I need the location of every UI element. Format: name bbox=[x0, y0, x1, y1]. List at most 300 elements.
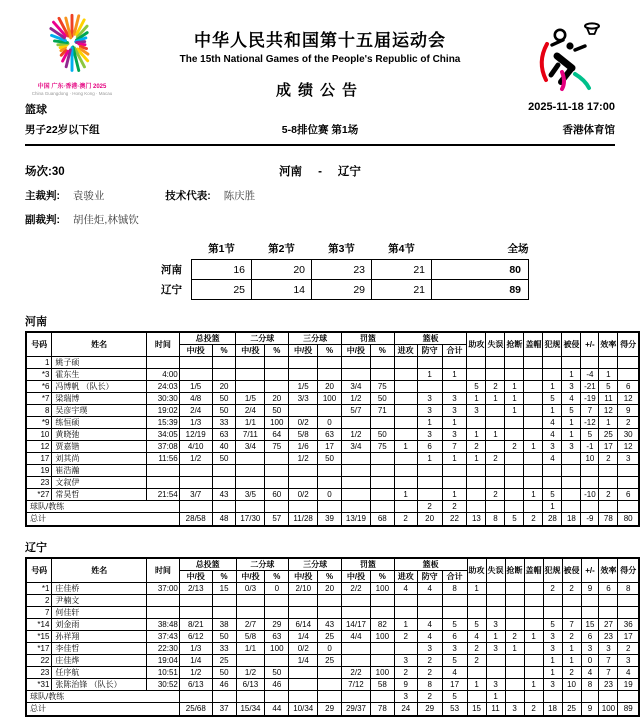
cell: 30:52 bbox=[147, 679, 180, 691]
cell bbox=[524, 405, 543, 417]
cell: *6 bbox=[26, 381, 52, 393]
referee-line-1 bbox=[0, 188, 640, 203]
cell bbox=[467, 595, 486, 607]
cell bbox=[417, 465, 442, 477]
cell: 2 bbox=[562, 631, 581, 643]
cell bbox=[417, 477, 442, 489]
cell: 3 bbox=[486, 679, 505, 691]
cell: 39 bbox=[318, 513, 342, 527]
cell: 2 bbox=[505, 441, 524, 453]
cell bbox=[486, 595, 505, 607]
cell bbox=[370, 595, 394, 607]
cell: 17 bbox=[599, 441, 618, 453]
cell: 24 bbox=[394, 703, 417, 717]
cell: -1 bbox=[581, 441, 599, 453]
cell bbox=[236, 607, 265, 619]
cell bbox=[442, 357, 467, 369]
cell: 尹楠文 bbox=[52, 595, 147, 607]
cell: 18 bbox=[562, 513, 581, 527]
cell: 46 bbox=[212, 679, 236, 691]
games-logo bbox=[18, 10, 126, 101]
cell: 5 bbox=[543, 489, 562, 501]
cell: 1/2 bbox=[236, 667, 265, 679]
cell bbox=[394, 643, 417, 655]
cell: 11:56 bbox=[146, 453, 179, 465]
cell: 3/4 bbox=[341, 441, 370, 453]
cell bbox=[341, 417, 370, 429]
cell: 庄佳桥 bbox=[52, 583, 147, 595]
cell bbox=[318, 607, 342, 619]
cell: 5 bbox=[442, 619, 467, 631]
player-row bbox=[26, 643, 639, 655]
cell: 9 bbox=[581, 703, 599, 717]
cell bbox=[370, 357, 394, 369]
cell: 29 bbox=[265, 619, 289, 631]
cell bbox=[562, 691, 581, 703]
cell: 张陈治锋 （队长） bbox=[52, 679, 147, 691]
cell: 4 bbox=[618, 667, 639, 679]
cell: 20 bbox=[265, 393, 289, 405]
cell: 7 bbox=[581, 405, 599, 417]
cell bbox=[146, 477, 179, 489]
cell: 0 bbox=[581, 655, 599, 667]
cell bbox=[618, 691, 639, 703]
col-rebounds: 篮板 bbox=[394, 332, 467, 345]
cell bbox=[265, 691, 289, 703]
cell: 6 bbox=[618, 381, 639, 393]
cell bbox=[486, 357, 505, 369]
cell bbox=[318, 595, 342, 607]
cell: *1 bbox=[26, 583, 52, 595]
cell bbox=[618, 477, 639, 489]
cell: 0/2 bbox=[289, 417, 318, 429]
cell bbox=[179, 607, 212, 619]
cell: 3 bbox=[417, 643, 442, 655]
player-row bbox=[26, 393, 639, 405]
cell bbox=[486, 405, 505, 417]
col-fg: 总投篮 bbox=[179, 332, 236, 345]
cell: 3 bbox=[442, 429, 467, 441]
cell: 1 bbox=[486, 691, 505, 703]
cell: 5 bbox=[442, 655, 467, 667]
cell: 8 bbox=[417, 679, 442, 691]
cell: 0/2 bbox=[289, 489, 318, 501]
player-row bbox=[26, 679, 639, 691]
cell: 7 bbox=[442, 441, 467, 453]
q1-header: 第1节 bbox=[208, 243, 235, 255]
cell: 冯博帆 （队长） bbox=[52, 381, 147, 393]
cell: 9 bbox=[581, 583, 599, 595]
cell bbox=[505, 453, 524, 465]
cell bbox=[524, 369, 543, 381]
cell: 庄佳烨 bbox=[52, 655, 147, 667]
cell: 李佳哲 bbox=[52, 643, 147, 655]
total-header: 全场 bbox=[507, 243, 529, 255]
cell bbox=[394, 405, 417, 417]
cell: 10/34 bbox=[289, 703, 318, 717]
cell bbox=[505, 477, 524, 489]
team-coach-row bbox=[26, 501, 639, 513]
cell bbox=[341, 477, 370, 489]
cell bbox=[486, 583, 505, 595]
cell bbox=[524, 477, 543, 489]
player-row bbox=[26, 607, 639, 619]
cell: 1 bbox=[543, 667, 562, 679]
cell bbox=[289, 405, 318, 417]
cell bbox=[618, 465, 639, 477]
cell bbox=[394, 477, 417, 489]
cell: 0/2 bbox=[289, 643, 318, 655]
cell bbox=[370, 501, 394, 513]
cell: 19 bbox=[618, 679, 639, 691]
matchup bbox=[237, 163, 402, 179]
cell bbox=[599, 501, 618, 513]
cell: 50 bbox=[212, 405, 236, 417]
cell: 4 bbox=[467, 631, 486, 643]
deputy-referee-label: 副裁判: bbox=[25, 214, 60, 226]
cell: 8 bbox=[442, 583, 467, 595]
cell: 29 bbox=[417, 703, 442, 717]
cell bbox=[236, 453, 265, 465]
cell: 15 bbox=[212, 583, 236, 595]
cell bbox=[505, 465, 524, 477]
liaoning-box-table bbox=[25, 557, 640, 717]
cell bbox=[370, 453, 394, 465]
cell: 1 bbox=[442, 489, 467, 501]
cell bbox=[505, 619, 524, 631]
cell: 6 bbox=[599, 583, 618, 595]
cell: 8 bbox=[486, 513, 505, 527]
cell: 3 bbox=[417, 393, 442, 405]
cell bbox=[147, 607, 180, 619]
cell: 63 bbox=[265, 631, 289, 643]
cell bbox=[342, 607, 371, 619]
cell: 3 bbox=[543, 679, 562, 691]
cell: 4 bbox=[394, 583, 417, 595]
cell: 3 bbox=[543, 631, 562, 643]
cell bbox=[486, 417, 505, 429]
cell bbox=[562, 453, 581, 465]
cell: 1 bbox=[524, 441, 543, 453]
cell: 15 bbox=[467, 703, 486, 717]
box-header-row-1 bbox=[26, 332, 639, 345]
cell: 1 bbox=[562, 429, 581, 441]
cell: 1 bbox=[442, 453, 467, 465]
cell: 75 bbox=[370, 381, 394, 393]
cell: 1 bbox=[467, 679, 486, 691]
away-team-name: 辽宁 bbox=[337, 166, 361, 178]
cell bbox=[467, 691, 486, 703]
cell: 64 bbox=[265, 429, 289, 441]
cell: 23 bbox=[599, 679, 618, 691]
col-2pt: 二分球 bbox=[236, 332, 289, 345]
quarter-header-row bbox=[135, 241, 529, 260]
cell: 1 bbox=[467, 453, 486, 465]
player-row bbox=[26, 595, 639, 607]
cell bbox=[265, 501, 289, 513]
cell bbox=[179, 595, 212, 607]
chief-referee-name: 袁骏业 bbox=[72, 190, 105, 202]
cell: 4 bbox=[581, 667, 599, 679]
cell: 12/19 bbox=[179, 429, 212, 441]
cell: 17 bbox=[618, 631, 639, 643]
cell bbox=[341, 453, 370, 465]
cell bbox=[486, 667, 505, 679]
cell bbox=[467, 477, 486, 489]
cell: 1 bbox=[486, 393, 505, 405]
cell bbox=[212, 691, 236, 703]
cell bbox=[442, 595, 467, 607]
cell: 3/4 bbox=[236, 441, 265, 453]
cell: 0 bbox=[318, 643, 342, 655]
col-assists: 助攻 bbox=[467, 332, 486, 357]
cell bbox=[289, 595, 318, 607]
cell: 1/3 bbox=[179, 643, 212, 655]
cell: 14 bbox=[252, 280, 312, 300]
cell bbox=[370, 643, 394, 655]
cell bbox=[289, 369, 318, 381]
cell: 20 bbox=[252, 260, 312, 280]
cell bbox=[467, 607, 486, 619]
cell bbox=[618, 501, 639, 513]
cell: 17 bbox=[318, 441, 342, 453]
cell: 30 bbox=[618, 429, 639, 441]
cell: 2 bbox=[505, 631, 524, 643]
tech-delegate-name: 陈庆胜 bbox=[223, 190, 256, 202]
cell: *14 bbox=[26, 619, 52, 631]
cell: 78 bbox=[599, 513, 618, 527]
totals-row bbox=[26, 703, 639, 717]
cell bbox=[543, 357, 562, 369]
cell: 38 bbox=[212, 619, 236, 631]
cell: 1 bbox=[442, 369, 467, 381]
cell bbox=[394, 501, 417, 513]
tech-delegate-label: 技术代表: bbox=[165, 190, 211, 202]
cell: 8 bbox=[618, 583, 639, 595]
cell: 82 bbox=[370, 619, 394, 631]
cell bbox=[581, 595, 599, 607]
cell: 7 bbox=[26, 607, 52, 619]
cell bbox=[581, 357, 599, 369]
cell: 2 bbox=[486, 453, 505, 465]
cell bbox=[236, 477, 265, 489]
cell bbox=[467, 489, 486, 501]
cell: 50 bbox=[318, 453, 342, 465]
cell: 1 bbox=[562, 417, 581, 429]
cell: 1 bbox=[417, 369, 442, 381]
cell bbox=[289, 477, 318, 489]
cell: 68 bbox=[370, 513, 394, 527]
cell: 2 bbox=[618, 417, 639, 429]
cell: 80 bbox=[432, 260, 529, 280]
cell: 22:30 bbox=[147, 643, 180, 655]
cell: 1 bbox=[467, 393, 486, 405]
cell: 3 bbox=[505, 703, 524, 717]
cell: 11 bbox=[599, 393, 618, 405]
cell bbox=[341, 357, 370, 369]
cell bbox=[486, 477, 505, 489]
cell: 1 bbox=[505, 643, 524, 655]
game-number: 场次:30 bbox=[25, 166, 65, 178]
quarter-score-table bbox=[135, 241, 640, 300]
cell bbox=[147, 595, 180, 607]
cell bbox=[289, 691, 318, 703]
cell: 27 bbox=[599, 619, 618, 631]
cell: 5 bbox=[581, 429, 599, 441]
cell: 89 bbox=[618, 703, 639, 717]
cell bbox=[265, 655, 289, 667]
cell: 3 bbox=[394, 655, 417, 667]
cell: 5 bbox=[543, 393, 562, 405]
cell bbox=[236, 381, 265, 393]
cell bbox=[370, 607, 394, 619]
cell bbox=[341, 489, 370, 501]
cell: 2 bbox=[394, 667, 417, 679]
cell: 吴彦宇璞 bbox=[52, 405, 147, 417]
cell: *15 bbox=[26, 631, 52, 643]
cell: 63 bbox=[318, 429, 342, 441]
logo-caption-en: China Guangdong · Hong Kong · Macau bbox=[31, 91, 113, 96]
cell: 球队/教练 bbox=[26, 691, 179, 703]
player-row bbox=[26, 489, 639, 501]
cell: 1 bbox=[467, 583, 486, 595]
cell: 1 bbox=[486, 631, 505, 643]
q3-header: 第3节 bbox=[328, 243, 355, 255]
cell bbox=[236, 465, 265, 477]
cell: 3 bbox=[543, 643, 562, 655]
cell bbox=[394, 465, 417, 477]
cell bbox=[524, 667, 543, 679]
player-row bbox=[26, 583, 639, 595]
games-title-en: The 15th National Games of the People's Republic of China bbox=[179, 54, 461, 65]
player-row bbox=[26, 381, 639, 393]
cell: 练恒硕 bbox=[52, 417, 147, 429]
cell: 7/11 bbox=[236, 429, 265, 441]
info-line-1 bbox=[0, 101, 640, 117]
cell: 总计 bbox=[26, 513, 179, 527]
cell: 6/13 bbox=[236, 679, 265, 691]
cell bbox=[562, 607, 581, 619]
cell: 25 bbox=[318, 655, 342, 667]
cell: 6 bbox=[618, 489, 639, 501]
col-turnovers: 失误 bbox=[486, 332, 505, 357]
logo-caption-cn: 中国 广东·香港·澳门 2025 bbox=[37, 84, 107, 90]
cell: 37:08 bbox=[146, 441, 179, 453]
box-header-row-2: 中/投 % 中/投 % 中/投 % 中/投 % 进攻 防守 合计 bbox=[26, 345, 639, 357]
cell: 3 bbox=[486, 643, 505, 655]
cell bbox=[265, 477, 289, 489]
cell: 50 bbox=[212, 393, 236, 405]
cell: 2 bbox=[524, 513, 543, 527]
cell: 20 bbox=[318, 583, 342, 595]
cell: 28 bbox=[543, 513, 562, 527]
vs-separator: - bbox=[318, 166, 322, 178]
cell: 1 bbox=[524, 631, 543, 643]
cell: 1 bbox=[394, 441, 417, 453]
box-header-row-2: 中/投 % 中/投 % 中/投 % 中/投 % 进攻 防守 合计 bbox=[26, 571, 639, 583]
cell bbox=[289, 607, 318, 619]
cell: 12 bbox=[618, 441, 639, 453]
cell: 23 bbox=[312, 260, 372, 280]
cell bbox=[265, 595, 289, 607]
cell bbox=[370, 417, 394, 429]
cell: 50 bbox=[370, 429, 394, 441]
cell: 1 bbox=[467, 429, 486, 441]
cell: 4 bbox=[417, 619, 442, 631]
cell: -10 bbox=[581, 489, 599, 501]
cell: 2 bbox=[442, 501, 467, 513]
cell bbox=[236, 655, 265, 667]
cell: 50 bbox=[212, 667, 236, 679]
cell bbox=[146, 357, 179, 369]
cell: 2 bbox=[599, 489, 618, 501]
cell bbox=[341, 369, 370, 381]
col-number: 号码 bbox=[26, 332, 52, 357]
cell bbox=[236, 595, 265, 607]
cell: *17 bbox=[26, 643, 52, 655]
cell bbox=[417, 595, 442, 607]
cell bbox=[467, 465, 486, 477]
col-name: 姓名 bbox=[52, 332, 147, 357]
cell: 12 bbox=[599, 405, 618, 417]
cell bbox=[505, 667, 524, 679]
cell: 46 bbox=[265, 679, 289, 691]
cell: 3 bbox=[562, 441, 581, 453]
col-blocks: 盖帽 bbox=[524, 332, 543, 357]
cell: 37 bbox=[212, 703, 236, 717]
cell: 7 bbox=[562, 619, 581, 631]
player-row bbox=[26, 655, 639, 667]
cell: 2/7 bbox=[236, 619, 265, 631]
cell: 6/14 bbox=[289, 619, 318, 631]
cell bbox=[562, 357, 581, 369]
cell: 37:43 bbox=[147, 631, 180, 643]
cell: 崔浩瀚 bbox=[52, 465, 147, 477]
cell: 1 bbox=[505, 405, 524, 417]
cell bbox=[179, 477, 212, 489]
cell bbox=[524, 501, 543, 513]
cell: 21 bbox=[372, 280, 432, 300]
cell: *9 bbox=[26, 417, 52, 429]
col-fouled: 被侵 bbox=[562, 332, 581, 357]
cell bbox=[318, 405, 342, 417]
cell: 1 bbox=[543, 655, 562, 667]
cell: 50 bbox=[370, 393, 394, 405]
cell bbox=[341, 501, 370, 513]
cell: 10 bbox=[581, 453, 599, 465]
col-points: 得分 bbox=[618, 332, 639, 357]
cell: 0 bbox=[318, 489, 342, 501]
cell: 5/8 bbox=[236, 631, 265, 643]
cell bbox=[289, 501, 318, 513]
player-row bbox=[26, 357, 639, 369]
home-team-name: 河南 bbox=[279, 166, 303, 178]
player-row bbox=[26, 369, 639, 381]
games-title-cn: 中华人民共和国第十五届运动会 bbox=[194, 31, 446, 50]
cell: 姚子硕 bbox=[52, 357, 147, 369]
cell: 60 bbox=[265, 489, 289, 501]
cell: 6/13 bbox=[179, 679, 212, 691]
henan-section-title: 河南 bbox=[25, 316, 47, 328]
cell bbox=[562, 595, 581, 607]
cell: 1 bbox=[599, 369, 618, 381]
cell: 43 bbox=[318, 619, 342, 631]
cell: 7/12 bbox=[342, 679, 371, 691]
cell bbox=[543, 595, 562, 607]
cell bbox=[394, 369, 417, 381]
cell: 3 bbox=[562, 381, 581, 393]
cell bbox=[467, 667, 486, 679]
